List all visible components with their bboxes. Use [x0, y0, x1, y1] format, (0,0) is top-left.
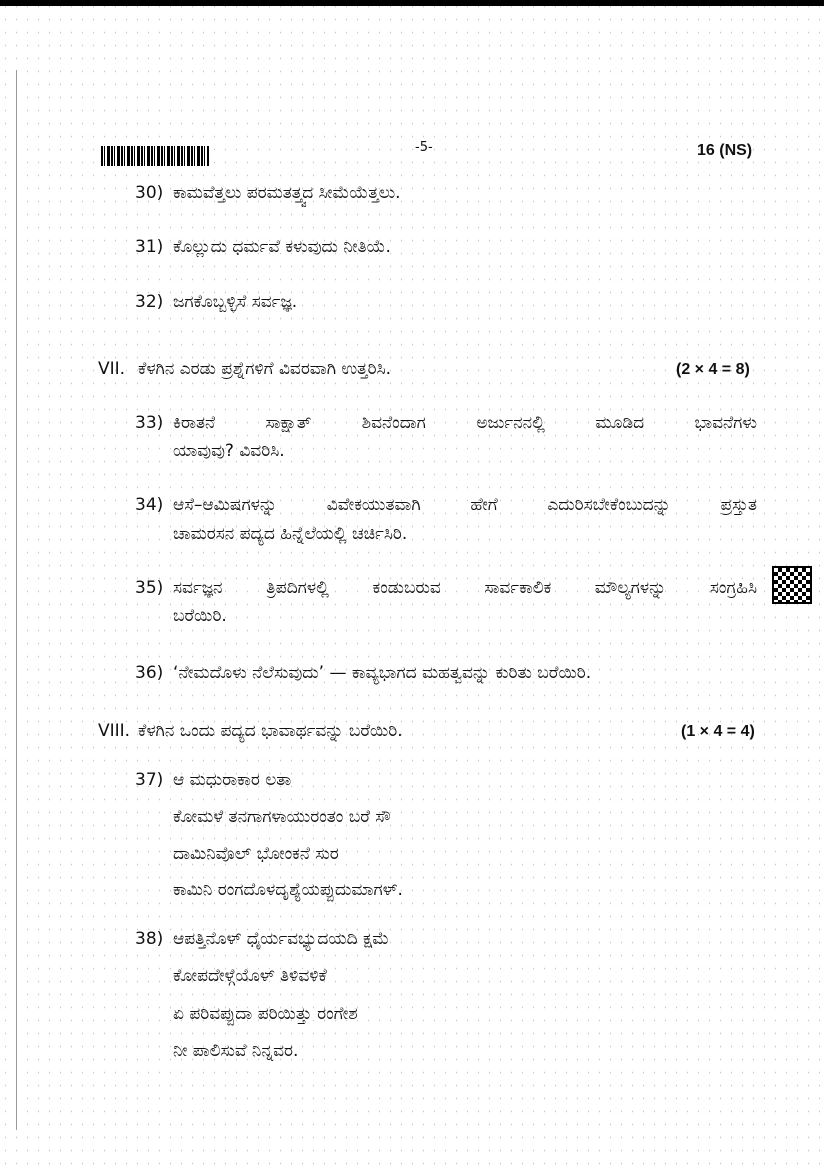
q35-line1: ಸರ್ವಜ್ಞನ ತ್ರಿಪದಿಗಳಲ್ಲಿ ಕಂಡುಬರುವ ಸಾರ್ವಕಾಲಿಕ ಮೌಲ್ಯಗಳನ್ನು ಸಂಗ್ರಹಿಸಿ [173, 578, 757, 598]
paper-code: 16 (NS) [697, 142, 753, 159]
section-viii-instruction: ಕೆಳಗಿನ ಒಂದು ಪದ್ಯದ ಭಾವಾರ್ಥವನ್ನು ಬರೆಯಿರಿ. [138, 721, 403, 741]
qr-code-image [772, 566, 812, 604]
top-border [0, 0, 824, 6]
section-vii-instruction: ಕೆಳಗಿನ ಎರಡು ಪ್ರಶ್ನೆಗಳಿಗೆ ವಿವರವಾಗಿ ಉತ್ತರಿಸಿ. [138, 359, 392, 379]
section-vii-marks: (2 × 4 = 8) [676, 361, 750, 378]
q38-number: 38) [135, 929, 164, 949]
q37-line: ಕೋಮಳೆ ತನಗಾಗಳಾಯುರಂತಂ ಬರೆ ಸೌ [173, 807, 391, 827]
q34-line1: ಆಸೆ–ಆಮಿಷಗಳನ್ನು ವಿವೇಕಯುತವಾಗಿ ಹೇಗೆ ಎದುರಿಸಬೇಕೆಂಬುದನ್ನು ಪ್ರಸ್ತುತ [173, 495, 757, 515]
barcode-image [101, 146, 209, 166]
q33-number: 33) [135, 413, 164, 433]
q32-number: 32) [135, 292, 164, 312]
q33-line2: ಯಾವುವು? ವಿವರಿಸಿ. [173, 441, 285, 461]
q38-line: ನೀ ಪಾಲಿಸುವೆ ನಿನ್ನವರ. [173, 1041, 299, 1061]
q38-line: ಕೋಪದೇಳ್ಗೆಯೊಳ್ ತಿಳಿವಳಿಕೆ [173, 966, 327, 986]
q35-line2: ಬರೆಯಿರಿ. [173, 606, 227, 626]
q31-number: 31) [135, 237, 164, 257]
q38-line: ಆಪತ್ತಿನೊಳ್ ಧೈರ್ಯವಭ್ಯುದಯದಿ ಕ್ಷಮೆ [173, 929, 390, 949]
q37-number: 37) [135, 770, 164, 790]
q32-text: ಜಗಕೊಬ್ಬಳ್ಳಿಸೆ ಸರ್ವಜ್ಞ. [173, 292, 298, 312]
section-vii-label: VII. [98, 359, 126, 379]
q36-text: ‘ನೇಮದೊಳು ನೆಲೆಸುವುದು’ — ಕಾವ್ಯಭಾಗದ ಮಹತ್ವವನ್ನು ಕುರಿತು ಬರೆಯಿರಿ. [173, 663, 592, 683]
q34-line2: ಚಾಮರಸನ ಪದ್ಯದ ಹಿನ್ನೆಲೆಯಲ್ಲಿ ಚರ್ಚಿಸಿರಿ. [173, 524, 408, 544]
q31-text: ಕೊಲ್ಲುದು ಧರ್ಮವೆ ಕಳುವುದು ನೀತಿಯೆ. [173, 237, 391, 257]
q37-line: ಕಾಮಿನಿ ರಂಗದೊಳದೃಶ್ಯೆಯಪ್ಪುದುಮಾಗಳ್. [173, 880, 403, 900]
q37-line: ದಾಮಿನಿವೊಲ್ ಭೋಂಕನೆ ಸುರ [173, 844, 339, 864]
page-number: -5- [415, 140, 433, 155]
q30-text: ಕಾಮವೆತ್ತಲು ಪರಮತತ್ತ್ವದ ಸೀಮೆಯೆತ್ತಲು. [173, 183, 401, 203]
q30-number: 30) [135, 183, 164, 203]
section-viii-marks: (1 × 4 = 4) [681, 723, 755, 740]
q35-number: 35) [135, 578, 164, 598]
q36-number: 36) [135, 663, 164, 683]
section-viii-label: VIII. [98, 721, 131, 741]
q37-line: ಆ ಮಧುರಾಕಾರ ಲತಾ [173, 770, 292, 790]
q34-number: 34) [135, 495, 164, 515]
q38-line: ಏ ಪರಿವಪ್ಪುದಾ ಪರಿಯಿತ್ತು ರಂಗೇಶ [173, 1004, 358, 1024]
left-margin-line [16, 70, 17, 1130]
q33-line1: ಕಿರಾತನೆ ಸಾಕ್ಷಾತ್ ಶಿವನೆಂದಾಗ ಅರ್ಜುನನಲ್ಲಿ ಮೂಡಿದ ಭಾವನೆಗಳು [173, 413, 757, 433]
